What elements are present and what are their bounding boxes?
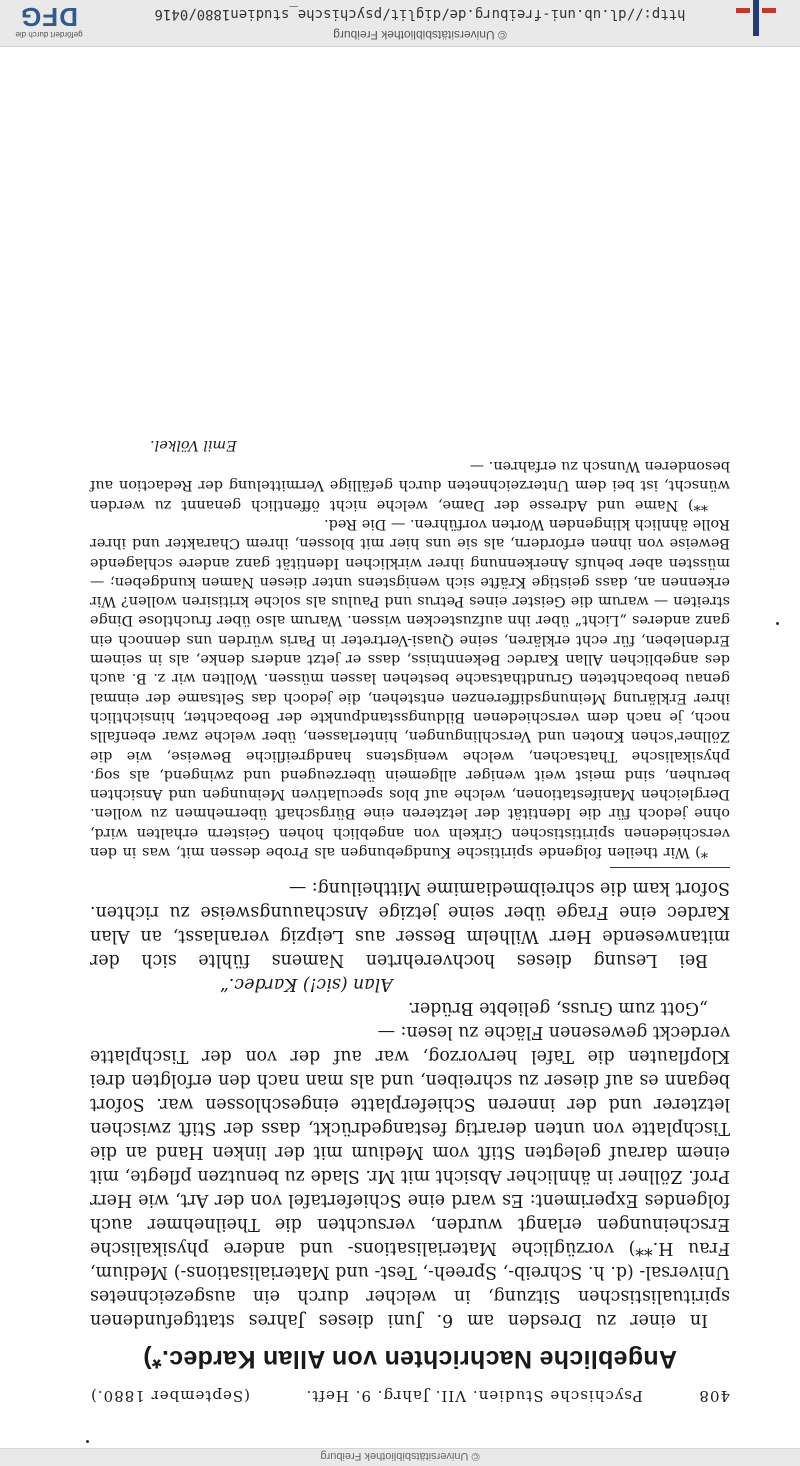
- footnote-rule: [610, 867, 730, 868]
- dfg-logo-subtitle: gefördert durch die: [15, 30, 83, 39]
- copyright-notice: © Universitätsbibliothek Freiburg: [333, 28, 507, 42]
- scan-speck: [776, 622, 779, 625]
- footnote: *) Wir theilen folgende spiritische Kundgebungen als Probe dessen mit, was in den verschiedenen spiritistischen Cirkeln von angeblich hohen Geistern erhalten wird, ohne jedoch für die Identität der letzteren eine Bürgschaft übernehmen zu wollen. Dergleichen Manifestationen, welche auf blos speculativen Meinungen und Ansichten beruhen, sind meist weit weniger allgemein überzeugend und zwingend, als sog. physikalische Thatsachen, welche wenigstens handgreifliche Beweise, wie die Zöllner'schen Knoten und Verschlingungen, hinterlassen, über welche zwar ebenfalls noch, je nach dem verschiedenen Bildungsstandpunkte der Beobachter, hinsichtlich ihrer Erklärung Meinungsdifferenzen entstehen, die jedoch das Seltsame der einmal genau beobachteten Grundthatsache bestehen lassen müssen. Wollten wir z. B. auch des angeblichen Allan Kardec Bekenntniss, dass er jetzt anders denke, als in seinem Erdenleben, für echt erklären, seine Quasi-Vertreter in Paris würden uns dennoch ein ganz anderes „Licht“ über ihn aufzustecken wissen. Warum also über fruchtlose Dinge streiten — warum die Geister eines Petrus und Paulus als solche kritisiren wollen? Wir erkennen an, dass geistige Kräfte sich wenigstens unter diesen Namen kundgeben; — müssten aber behufs Anerkennung ihrer wirklichen Identität ganz andere schlagende Beweise von ihnen erfordern, als sie uns hier mit blossen, ihrem Charakter und ihrer Rolle ähnlich klingenden Worten vorführen. — Die Red.: [90, 515, 730, 860]
- footnote: **) Name und Adresse der Dame, welche nicht öffentlich genannt zu werden wünscht, ist bei dem Unterzeichneten durch gefällige Vermittelung der Redaction auf besonderen Wunsch zu erfahren. —: [90, 458, 730, 513]
- permalink-url[interactable]: http://dl.ub.uni-freiburg.de/diglit/psychische_studien1880/0416: [154, 6, 686, 22]
- paragraph: Bei Lesung dieses hochverehrten Namens fühlte sich der mitanwesende Herr Wilhelm Besser aus Leipzig veranlasst, an Alan Kardec eine Frage über seine jetzige Anschauungsweise zu richten. Sofort kam die schreibmediamime Mittheilung: —: [90, 878, 730, 970]
- footer-copyright: © Universitätsbibliothek Freiburg: [320, 1450, 480, 1462]
- page-number: 408: [698, 1387, 730, 1405]
- dfg-logo-text: DFG: [20, 2, 78, 32]
- paragraph: In einer zu Dresden am 6. Juni dieses Jahres stattgefundenen spiritualistischen Sitzung, in welcher durch ein ausgezeichnetes Universal- (d. h. Schreib-, Spreeh-, Test- und Materialisations-) Medium, Frau H.**) vorzügliche Materialisations- und andere physikalische Erscheinungen erlangt wurden, versuchten die Theilnehmer auch folgendes Experiment: Es ward eine Schiefertafel von der Art, wie Herr Prof. Zöllner in ähnlicher Absicht mit Mr. Slade zu benutzen pflegte, mit einem darauf gelegten Stift vom Medium mit der linken Hand an die Tischplatte von unten derartig festangedrückt, dass der Stift zwischen letzterer und der inneren Schieferplatte eingeschlossen war. Sofort begann es auf dieser zu schreiben, und als man nach den erfolgten drei Klopflauten die Tafel hervorzog, war auf der von der Tischplatte verdeckt gewesenen Fläche zu lesen: —: [90, 1022, 730, 1330]
- article-title: Angebliche Nachrichten von Allan Kardec.*): [143, 1345, 678, 1373]
- viewer-footer: [0, 1448, 800, 1466]
- running-head: [90, 1387, 730, 1405]
- viewer-header: [0, 0, 800, 47]
- footnotes: [90, 434, 730, 861]
- university-library-logo-icon[interactable]: [736, 0, 776, 40]
- issue-date: (September 1880.): [90, 1387, 250, 1405]
- dfg-logo[interactable]: [14, 4, 84, 42]
- scan-speck: [86, 1440, 89, 1443]
- footnote-signature: Emil Völkel.: [150, 436, 237, 453]
- scanned-page: [90, 225, 730, 1405]
- slate-message: „Gott zum Gruss, geliebte Brüder.: [408, 998, 708, 1018]
- slate-signature: Alan (sic!) Kardec.“: [220, 974, 393, 994]
- journal-issue: Psychische Studien. VII. Jahrg. 9. Heft.: [305, 1387, 643, 1405]
- article-body: [90, 876, 730, 1332]
